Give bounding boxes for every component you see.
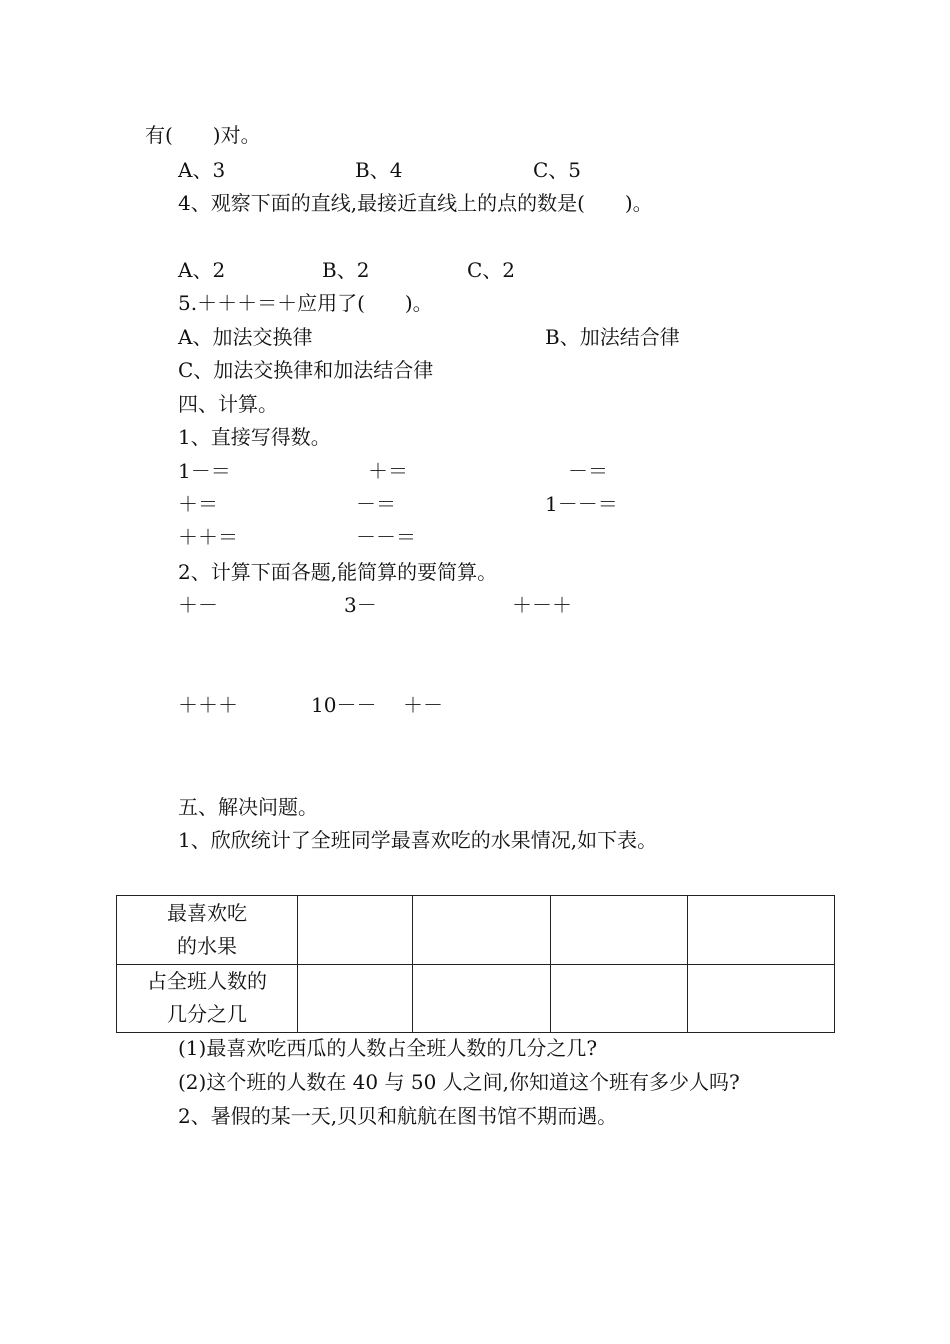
- calc-1-item: ＋＝: [178, 492, 218, 516]
- row-header-line: 占全班人数的: [147, 969, 267, 994]
- calc-2-item: ＋－: [403, 693, 443, 717]
- fruit-preference-table: [116, 895, 835, 1033]
- table-row: [117, 896, 835, 965]
- section-4-heading: 四、计算。: [178, 392, 278, 416]
- calc-2-item: ＋－: [178, 593, 218, 617]
- section-5-heading: 五、解决问题。: [178, 795, 318, 819]
- q3-option-a: A、3: [178, 158, 226, 182]
- calc-1-item: 1－－＝: [545, 492, 618, 516]
- calc-1-item: －－＝: [356, 525, 416, 549]
- q3-option-c: C、5: [533, 158, 582, 182]
- table-cell: [688, 964, 835, 1033]
- q5-text: 5.＋＋＋＝＋应用了( )。: [178, 291, 433, 315]
- q5-option-a: A、加法交换律: [178, 325, 313, 349]
- calc-2-item: 3－: [344, 593, 377, 617]
- q3-tail-text: 有( )对。: [145, 123, 261, 147]
- row-header-line: 最喜欢吃: [167, 900, 247, 925]
- q4-option-c: C、2: [467, 258, 516, 282]
- table-cell: [413, 896, 551, 965]
- problem-1-text: 1、欣欣统计了全班同学最喜欢吃的水果情况,如下表。: [178, 828, 658, 852]
- table-cell: [551, 896, 688, 965]
- q4-option-b: B、2: [322, 258, 370, 282]
- calc-2-item: ＋＋＋: [178, 693, 238, 717]
- row-header-fruit: [117, 896, 298, 965]
- problem-2-text: 2、暑假的某一天,贝贝和航航在图书馆不期而遇。: [178, 1104, 618, 1128]
- calc-1-item: －＝: [356, 492, 396, 516]
- q5-option-b: B、加法结合律: [545, 325, 680, 349]
- table-cell: [298, 896, 413, 965]
- table-row: [117, 964, 835, 1033]
- calc-2-heading: 2、计算下面各题,能简算的要简算。: [178, 560, 498, 584]
- q4-text: 4、观察下面的直线,最接近直线上的点的数是( )。: [178, 191, 653, 215]
- table-cell: [413, 964, 551, 1033]
- calc-1-item: ＋＝: [368, 459, 408, 483]
- table-cell: [688, 896, 835, 965]
- q4-option-a: A、2: [178, 258, 226, 282]
- row-header-line: 几分之几: [167, 1002, 247, 1027]
- row-header-line: 的水果: [177, 933, 237, 958]
- calc-2-item: 10－－: [311, 693, 377, 717]
- table-cell: [551, 964, 688, 1033]
- calc-1-heading: 1、直接写得数。: [178, 425, 331, 449]
- problem-1-question-1: (1)最喜欢吃西瓜的人数占全班人数的几分之几?: [178, 1036, 598, 1060]
- problem-1-question-2: (2)这个班的人数在 40 与 50 人之间,你知道这个班有多少人吗?: [178, 1070, 740, 1094]
- q5-option-c: C、加法交换律和加法结合律: [178, 358, 434, 382]
- calc-1-item: 1－＝: [178, 459, 231, 483]
- calc-1-item: ＋＋＝: [178, 525, 238, 549]
- calc-1-item: －＝: [568, 459, 608, 483]
- table-cell: [298, 964, 413, 1033]
- q3-option-b: B、4: [355, 158, 403, 182]
- calc-2-item: ＋－＋: [512, 593, 572, 617]
- row-header-fraction: [117, 964, 298, 1033]
